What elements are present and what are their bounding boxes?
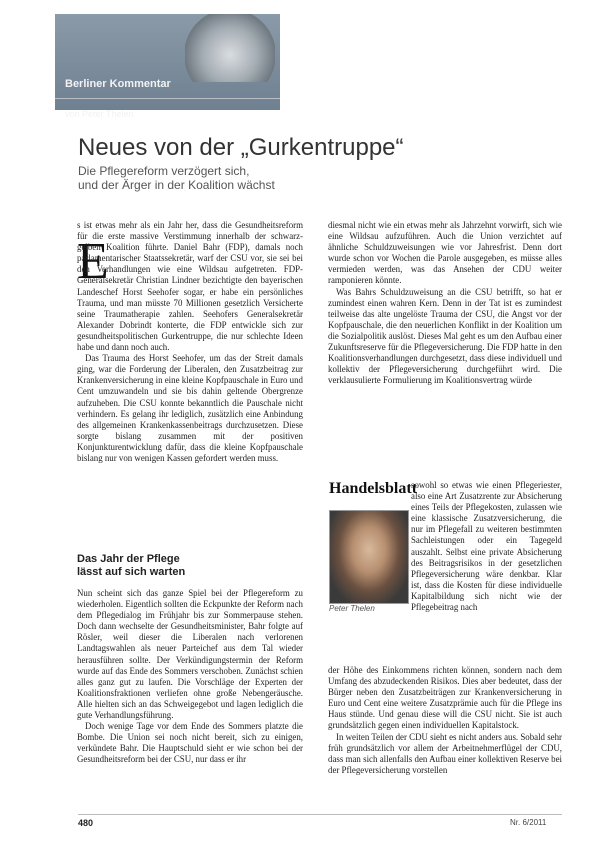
article-column-2-wrap xyxy=(411,480,562,613)
banner-divider xyxy=(55,98,280,99)
article-column-2 xyxy=(328,220,562,386)
issue-number: Nr. 6/2011 xyxy=(510,818,547,827)
subheadline-line: und der Ärger in der Koalition wächst xyxy=(78,178,275,192)
photo-caption: Peter Thelen xyxy=(329,604,375,613)
author-box xyxy=(329,480,418,613)
paragraph: In weiten Teilen der CDU sieht es nicht anders aus. Sobald sehr früh grundsätzlich vor allem der Arbeitnehmerflügel der CDU, dass man sich allenfalls den Aufbau einer kollektiven Reserve bei der Pflegeversicherung vorstellen xyxy=(328,731,562,775)
paragraph: Das Trauma des Horst Seehofer, um das der Streit damals ging, war die Forderung der Liberalen, den Zusatzbeitrag zur Krankenversicherung in eine kleine Kopfpauschale in Euro und Cent umzuwandeln und sie bis dahin geltende Obergrenze aufzuheben. Die CSU konnte bekanntlich die Pauschale nicht verhindern. Es gelang ihr lediglich, zusätzlich eine Anbindung des allgemeinen Krankenkassenbeitrags durchzusetzen. Diese sorgte bislang zusammen mit der positiven Konjunkturentwicklung dafür, dass die kleine Kopfpauschale bislang nur von wenigen Kassen gefordert werden muss. xyxy=(77,353,303,463)
subheadline-line: Die Pflegereform verzögert sich, xyxy=(78,164,250,178)
drop-cap: E xyxy=(77,233,109,290)
paragraph: Nun scheint sich das ganze Spiel bei der Pflegereform zu wiederholen. Eigentlich sollten die Eckpunkte der Reform nach dem Pflegedialog im Frühjahr bis zur Sommerpause stehen. Doch dann wechselte der Gesundheitsminister, Bahr folgte auf Rösler, weil dieser die Liberalen nach verlorenen Landtagswahlen als neuer Parteichef aus dem Tal wieder herausführen sollte. Der Verkündigungstermin der Reform wurde auf das Ende des Sommers verschoben. Zunächst schien alles ganz gut zu laufen. Die Vorschläge der Experten der Koalitionsfraktionen verliefen ohne große Nebengeräusche. Alle hielten sich an das Schweigegebot und lagen lediglich die gute Verhandlungsführung. xyxy=(77,588,303,721)
section-heading-line: Das Jahr der Pflege xyxy=(77,553,180,565)
paragraph: sowohl so etwas wie einen Pflegeriester, also eine Art Zusatzrente zur Absicherung eines Teils der Pflegekosten, zulassen wie eine klassische Zusatzversicherung, die nur im Pflegefall zu weiteren bestimmten Sachleistungen oder ein Tagegeld auszahlt. Selbst eine private Absicherung des Beitragsrisikos in der gesetzlichen Pflegeversicherung wäre denkbar. Klar ist, dass die Kosten für diese individuelle Kapitalbildung sich nicht wie der Pflegebeitrag nach xyxy=(411,480,562,613)
banner-title: Berliner Kommentar xyxy=(65,78,171,90)
article-column-2-end xyxy=(328,665,562,776)
article-column-1-continued xyxy=(77,588,303,766)
footer-divider xyxy=(78,814,562,815)
banner-byline: von Peter Thelen xyxy=(65,109,134,119)
article-column-1 xyxy=(77,220,303,464)
paragraph: s ist etwas mehr als ein Jahr her, dass die Gesundheitsreform für die erste massive Verstimmung innerhalb der schwarz-gelben Koalition führte. Daniel Bahr (FDP), damals noch parlamentarischer Staatssekretär, warf der CSU vor, sie sei bei den Verhandlungen wie eine Wildsau aufgetreten. FDP-Generalsekretär Christian Lindner bezichtigte den bayerischen Landeschef Horst Seehofer sogar, er habe ein persönliches Trauma, und man müsste 70 Millionen gesetzlich Versicherte seine Traumatherapie zahlen. Seehofers Generalsekretär Alexander Dobrindt konterte, die FDP entwickle sich zur gesundheitspolitischen Gurkentruppe, die nur schlechte Ideen habe und dann noch auch. xyxy=(77,220,303,353)
paragraph: der Höhe des Einkommens richten können, sondern nach dem Umfang des abzudeckenden Risikos. Dies aber bedeutet, dass der Bürger neben den Zusatzbeiträgen zur Krankenversicherung in Euro und Cent eine weitere Zusatzprämie auch für die Pflege ins Haus stünde. Und genau diese will die CSU nicht. Sie ist auch grundsätzlich gegen einen individuellen Kapitalstock. xyxy=(328,665,562,731)
article-headline: Neues von der „Gurkentruppe“ xyxy=(78,134,404,161)
paragraph: Was Bahrs Schuldzuweisung an die CSU betrifft, so hat er zumindest einen wahren Kern. Denn in der Tat ist es zumindest teilweise das alte ungelöste Trauma der CSU, die Angst vor der Kopfpauschale, die den neuerlichen Konflikt in der Koalition um die Sozialpolitik auslöst. Dieses Mal geht es um den Aufbau einer Zukunftsreserve für die Pflegeversicherung. Die FDP hatte in den Koalitionsverhandlungen durchgesetzt, dass diese individuell und kollektiv der Pflegeversicherung durchgeführt wird. Die verklausulierte Formulierung im Koalitionsvertrag würde xyxy=(328,286,562,386)
reichstag-dome-image xyxy=(185,14,275,82)
author-photo xyxy=(329,510,409,604)
article-subheadline xyxy=(78,164,275,192)
paragraph: diesmal nicht wie ein etwas mehr als Jahrzehnt vorwirft, sich wie eine Wildsau aufzuführen. Auch die Union verzichtet auf ähnliche Schuldzuweisungen wie vor Jahresfrist. Denn dort wurde schon vor Wochen die Parole ausgegeben, es müsse alles vermieden werden, was das Ansehen der CDU weiter ramponieren könnte. xyxy=(328,220,562,286)
handelsblatt-logo: Handelsblatt xyxy=(329,480,418,497)
section-heading xyxy=(77,553,185,579)
column-banner xyxy=(55,14,280,119)
paragraph: Doch wenige Tage vor dem Ende des Sommers platzte die Bombe. Die Union sei noch nicht bereit, sich zu einigen, verkündete Bahr. Die Hauptschuld sieht er wie schon bei der Gesundheitsreform bei der CSU, nur dass er ihr xyxy=(77,721,303,765)
page-number: 480 xyxy=(78,818,94,828)
section-heading-line: lässt auf sich warten xyxy=(77,566,186,578)
